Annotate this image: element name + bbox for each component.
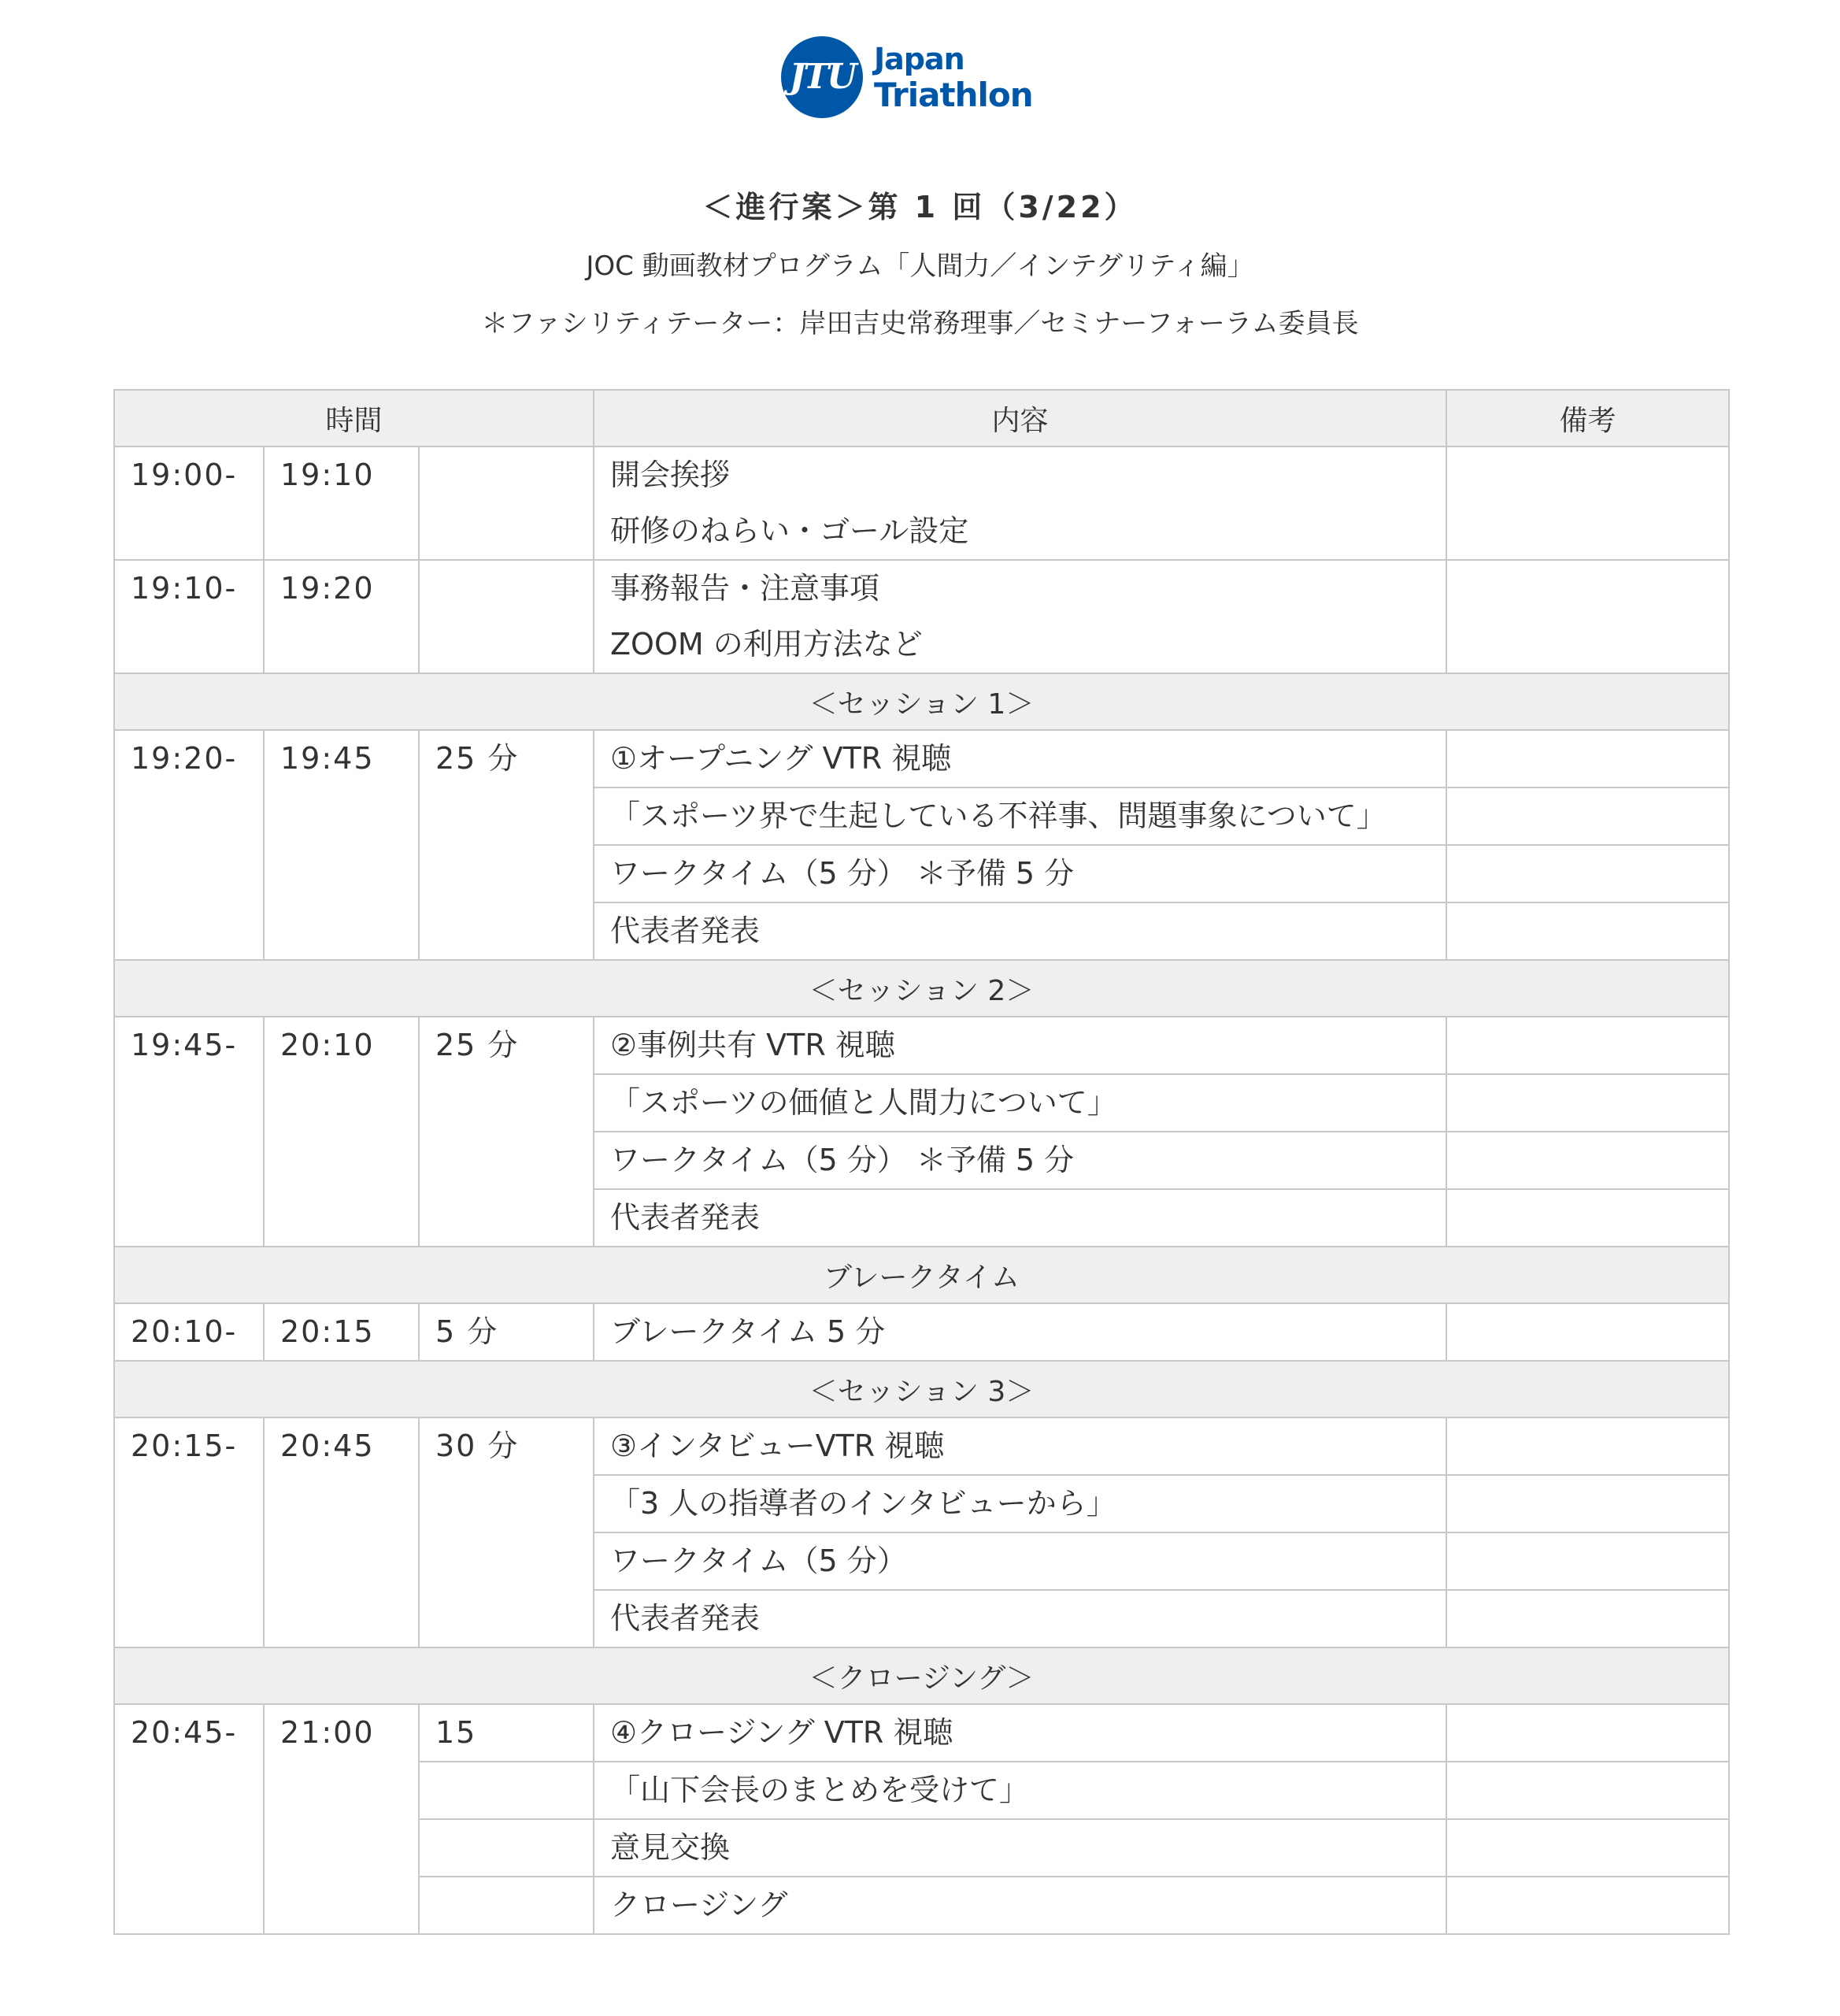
notes-cell xyxy=(1446,1303,1729,1361)
section-header: ＜セッション 1＞ xyxy=(114,673,1729,730)
content-cell: ワークタイム（5 分） ＊予備 5 分 xyxy=(594,1132,1446,1189)
duration-cell-empty xyxy=(419,1877,594,1934)
content-cell: 意見交換 xyxy=(594,1819,1446,1877)
logo-line-2: Triathlon xyxy=(874,76,1033,114)
start-time-cell: 20:45- xyxy=(114,1704,264,1934)
content-cell: 代表者発表 xyxy=(594,902,1446,960)
notes-cell xyxy=(1446,1017,1729,1074)
notes-cell xyxy=(1446,1189,1729,1247)
section-header-row xyxy=(114,1361,1729,1418)
end-time-cell: 21:00 xyxy=(264,1704,419,1934)
table-row xyxy=(114,1303,1729,1361)
table-row xyxy=(114,1017,1729,1074)
content-cell: 「3 人の指導者のインタビューから」 xyxy=(594,1475,1446,1532)
notes-cell xyxy=(1446,845,1729,902)
content-cell: 「スポーツの価値と人間力について」 xyxy=(594,1074,1446,1132)
document-title: ＜進行案＞第 1 回（3/22） xyxy=(702,190,1138,224)
table-header-row xyxy=(114,390,1729,447)
notes-cell xyxy=(1446,1762,1729,1819)
content-cell: 代表者発表 xyxy=(594,1189,1446,1247)
end-time-cell: 19:20 xyxy=(264,560,419,673)
duration-cell-empty xyxy=(419,1762,594,1819)
start-time-cell: 20:10- xyxy=(114,1303,264,1361)
content-cell: 「山下会長のまとめを受けて」 xyxy=(594,1762,1446,1819)
facilitator-line: ＊ファシリティテーター：岸田吉史常務理事／セミナーフォーラム委員長 xyxy=(481,308,1359,339)
section-header: ＜セッション 3＞ xyxy=(114,1361,1729,1418)
start-time-cell: 19:00- xyxy=(114,447,264,560)
content-cell: ③インタビューVTR 視聴 xyxy=(594,1418,1446,1475)
content-cell: ワークタイム（5 分） xyxy=(594,1532,1446,1590)
notes-cell xyxy=(1446,447,1729,560)
end-time-cell: 19:10 xyxy=(264,447,419,560)
duration-cell-empty xyxy=(419,1819,594,1877)
section-header: ＜セッション 2＞ xyxy=(114,960,1729,1017)
end-time-cell: 20:15 xyxy=(264,1303,419,1361)
table-row xyxy=(114,1704,1729,1762)
table-row xyxy=(114,730,1729,788)
content-cell: 研修のねらい・ゴール設定 xyxy=(594,503,1446,560)
section-header-row xyxy=(114,673,1729,730)
content-cell: ④クロージング VTR 視聴 xyxy=(594,1704,1446,1762)
notes-cell xyxy=(1446,1704,1729,1762)
content-cell: 事務報告・注意事項 xyxy=(594,560,1446,617)
duration-cell: 25 分 xyxy=(419,730,594,960)
notes-cell xyxy=(1446,788,1729,845)
logo-line-1: Japan xyxy=(874,42,964,76)
notes-cell xyxy=(1446,1877,1729,1934)
header-content: 内容 xyxy=(594,390,1446,447)
notes-cell xyxy=(1446,902,1729,960)
duration-cell: 15 xyxy=(419,1704,594,1762)
duration-cell xyxy=(419,447,594,560)
duration-cell: 25 分 xyxy=(419,1017,594,1247)
section-header-row xyxy=(114,960,1729,1017)
duration-cell: 30 分 xyxy=(419,1418,594,1647)
japan-triathlon-logo xyxy=(781,36,1033,123)
table-row xyxy=(114,560,1729,617)
content-cell: ②事例共有 VTR 視聴 xyxy=(594,1017,1446,1074)
notes-cell xyxy=(1446,1819,1729,1877)
section-header: ブレークタイム xyxy=(114,1247,1729,1303)
content-cell: 「スポーツ界で生起している不祥事、問題事象について」 xyxy=(594,788,1446,845)
content-cell: ブレークタイム 5 分 xyxy=(594,1303,1446,1361)
logo-wordmark xyxy=(874,41,1033,113)
document-subtitle: JOC 動画教材プログラム「人間力／インテグリティ編」 xyxy=(586,250,1254,282)
end-time-cell: 20:45 xyxy=(264,1418,419,1647)
content-cell: 代表者発表 xyxy=(594,1590,1446,1647)
content-cell: クロージング xyxy=(594,1877,1446,1934)
header-time: 時間 xyxy=(114,390,594,447)
notes-cell xyxy=(1446,730,1729,788)
notes-cell xyxy=(1446,1132,1729,1189)
content-cell: ZOOM の利用方法など xyxy=(594,617,1446,673)
section-header-row xyxy=(114,1647,1729,1704)
end-time-cell: 20:10 xyxy=(264,1017,419,1247)
end-time-cell: 19:45 xyxy=(264,730,419,960)
start-time-cell: 20:15- xyxy=(114,1418,264,1647)
notes-cell xyxy=(1446,1590,1729,1647)
jtu-logo-mark-icon: JTU xyxy=(781,36,863,118)
start-time-cell: 19:10- xyxy=(114,560,264,673)
header-notes: 備考 xyxy=(1446,390,1729,447)
notes-cell xyxy=(1446,1475,1729,1532)
notes-cell xyxy=(1446,1074,1729,1132)
start-time-cell: 19:45- xyxy=(114,1017,264,1247)
section-header: ＜クロージング＞ xyxy=(114,1647,1729,1704)
schedule-table xyxy=(113,389,1730,1935)
duration-cell: 5 分 xyxy=(419,1303,594,1361)
notes-cell xyxy=(1446,560,1729,673)
notes-cell xyxy=(1446,1418,1729,1475)
duration-cell xyxy=(419,560,594,673)
start-time-cell: 19:20- xyxy=(114,730,264,960)
content-cell: ①オープニング VTR 視聴 xyxy=(594,730,1446,788)
section-header-row xyxy=(114,1247,1729,1303)
notes-cell xyxy=(1446,1532,1729,1590)
content-cell: 開会挨拶 xyxy=(594,447,1446,503)
content-cell: ワークタイム（5 分） ＊予備 5 分 xyxy=(594,845,1446,902)
table-row xyxy=(114,447,1729,503)
table-row xyxy=(114,1418,1729,1475)
